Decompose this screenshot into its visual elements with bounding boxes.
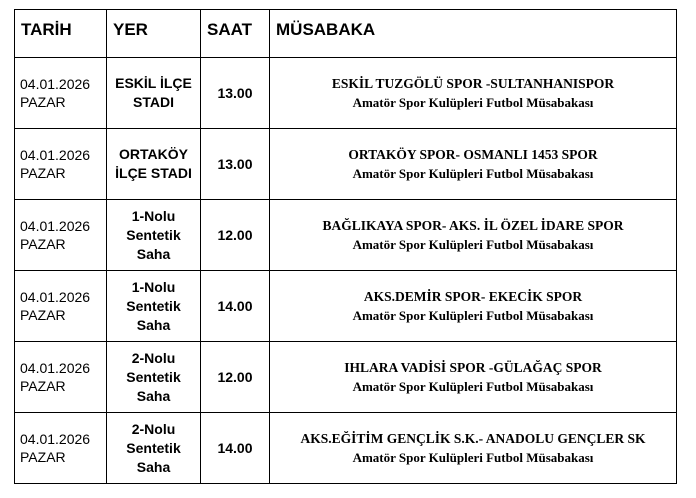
match-teams: ORTAKÖY SPOR- OSMANLI 1453 SPOR <box>348 147 598 162</box>
match-day: PAZAR <box>20 378 66 394</box>
match-category: Amatör Spor Kulüpleri Futbol Müsabakası <box>352 95 594 110</box>
place-cell <box>107 271 201 342</box>
match-date: 04.01.2026 <box>20 76 91 92</box>
match-teams: BAĞLIKAYA SPOR- AKS. İL ÖZEL İDARE SPOR <box>322 218 624 233</box>
match-teams: AKS.DEMİR SPOR- EKECİK SPOR <box>363 289 583 304</box>
venue-line: 2-Nolu <box>131 420 176 437</box>
venue-line: ORTAKÖY <box>119 146 188 162</box>
venue-line: Saha <box>136 245 171 262</box>
table-row <box>15 413 677 484</box>
match-schedule-table <box>14 9 677 484</box>
match-teams: IHLARA VADİSİ SPOR -GÜLAĞAÇ SPOR <box>344 360 602 375</box>
venue-line: 2-Nolu <box>131 349 176 366</box>
match-cell <box>270 58 677 129</box>
match-date: 04.01.2026 <box>20 147 91 163</box>
match-time: 12.00 <box>201 342 270 413</box>
match-cell <box>270 129 677 200</box>
venue-line: Saha <box>136 387 171 404</box>
match-day: PAZAR <box>20 94 66 110</box>
match-day: PAZAR <box>20 307 66 323</box>
match-day: PAZAR <box>20 236 66 252</box>
date-cell <box>15 129 107 200</box>
venue-line: Saha <box>136 316 171 333</box>
place-cell <box>107 58 201 129</box>
place-cell <box>107 129 201 200</box>
match-time: 12.00 <box>201 200 270 271</box>
match-teams: AKS.EĞİTİM GENÇLİK S.K.- ANADOLU GENÇLER SK <box>300 431 646 446</box>
table-header-row <box>15 10 677 58</box>
match-date: 04.01.2026 <box>20 431 91 447</box>
venue-line: ESKİL İLÇE <box>115 75 192 91</box>
match-cell <box>270 342 677 413</box>
match-category: Amatör Spor Kulüpleri Futbol Müsabakası <box>352 237 594 252</box>
header-date: TARİH <box>15 10 107 58</box>
date-cell <box>15 58 107 129</box>
place-cell <box>107 342 201 413</box>
match-cell <box>270 200 677 271</box>
match-category: Amatör Spor Kulüpleri Futbol Müsabakası <box>352 450 594 465</box>
match-time: 14.00 <box>201 271 270 342</box>
match-time: 13.00 <box>201 58 270 129</box>
header-match: MÜSABAKA <box>270 10 677 58</box>
match-category: Amatör Spor Kulüpleri Futbol Müsabakası <box>352 379 594 394</box>
match-day: PAZAR <box>20 449 66 465</box>
match-date: 04.01.2026 <box>20 360 91 376</box>
header-time: SAAT <box>201 10 270 58</box>
venue-line: 1-Nolu <box>131 207 176 224</box>
match-category: Amatör Spor Kulüpleri Futbol Müsabakası <box>352 308 594 323</box>
table-row <box>15 129 677 200</box>
match-category: Amatör Spor Kulüpleri Futbol Müsabakası <box>352 166 594 181</box>
match-teams: ESKİL TUZGÖLÜ SPOR -SULTANHANISPOR <box>331 76 615 91</box>
venue-line: STADI <box>133 94 174 110</box>
table-row <box>15 200 677 271</box>
date-cell <box>15 413 107 484</box>
venue-line: Sentetik <box>126 368 181 385</box>
date-cell <box>15 200 107 271</box>
match-date: 04.01.2026 <box>20 289 91 305</box>
date-cell <box>15 342 107 413</box>
venue-line: Sentetik <box>126 297 181 314</box>
table-row <box>15 271 677 342</box>
match-time: 13.00 <box>201 129 270 200</box>
match-cell <box>270 413 677 484</box>
place-cell <box>107 413 201 484</box>
venue-line: Sentetik <box>126 439 181 456</box>
venue-line: Sentetik <box>126 226 181 243</box>
match-day: PAZAR <box>20 165 66 181</box>
match-time: 14.00 <box>201 413 270 484</box>
table-row <box>15 58 677 129</box>
venue-line: Saha <box>136 458 171 475</box>
match-cell <box>270 271 677 342</box>
date-cell <box>15 271 107 342</box>
place-cell <box>107 200 201 271</box>
match-date: 04.01.2026 <box>20 218 91 234</box>
venue-line: İLÇE STADI <box>115 165 192 181</box>
table-row <box>15 342 677 413</box>
venue-line: 1-Nolu <box>131 278 176 295</box>
header-place: YER <box>107 10 201 58</box>
